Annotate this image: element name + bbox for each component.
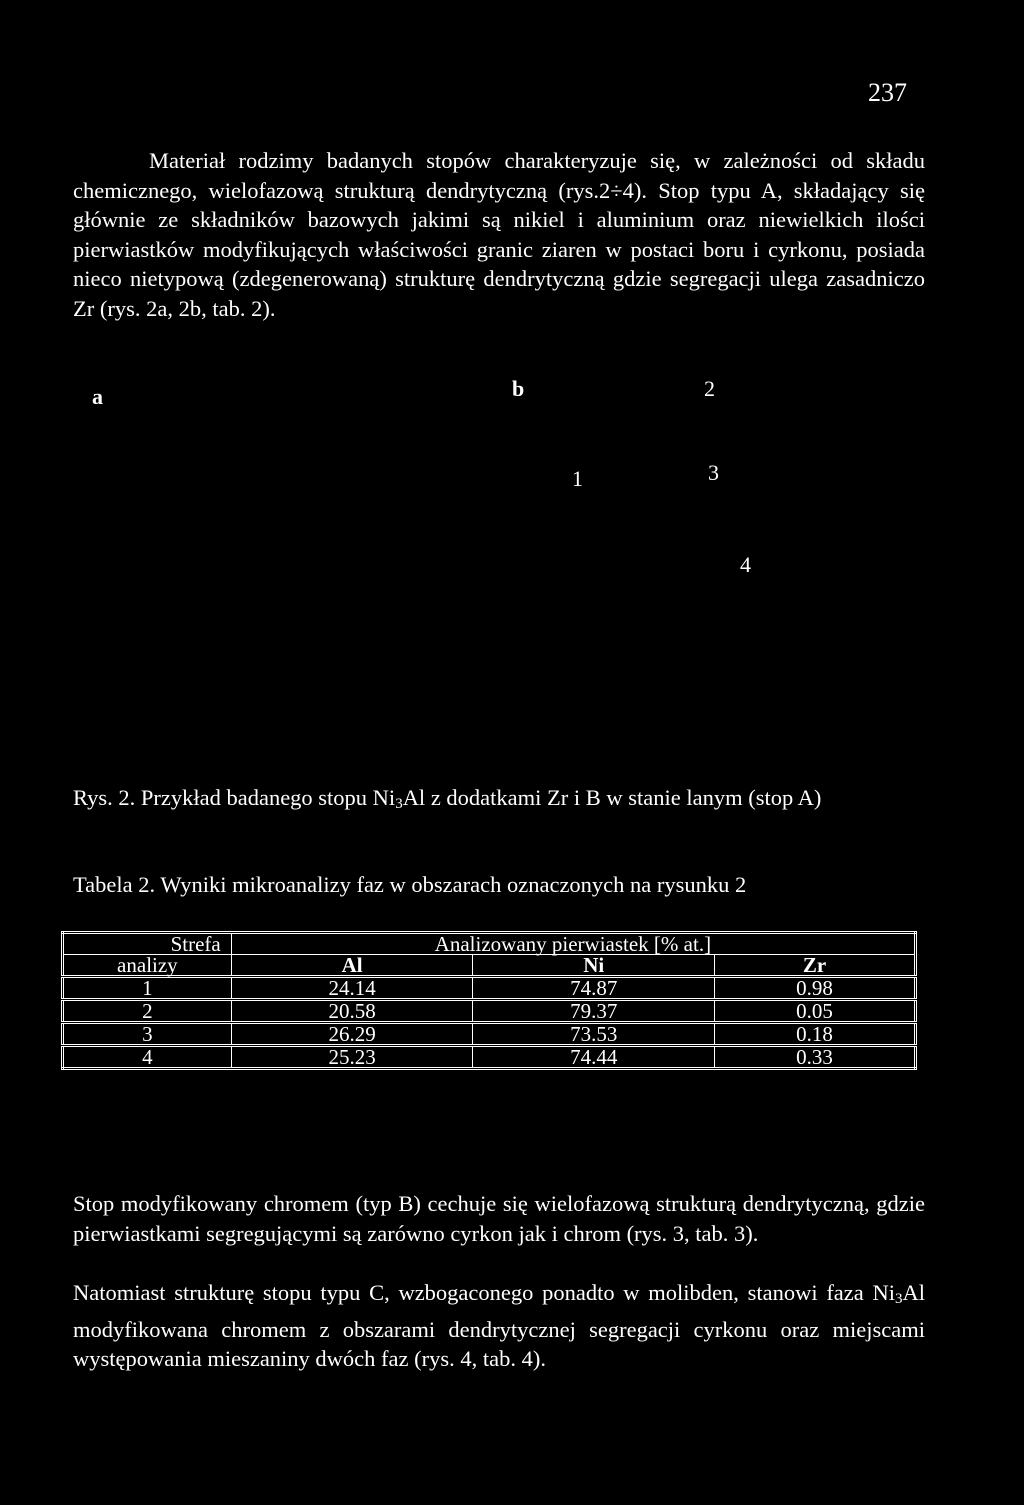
paragraph-type-b: Stop modyfikowany chromem (typ B) cechuje się wielofazową strukturą dendrytyczną, gdzie pierwiastkami segregującymi są zarówno cyrkon jak i chrom (rys. 3, tab. 3). bbox=[73, 1191, 925, 1246]
paragraph-intro-text: Materiał rodzimy badanych stopów charakteryzuje się, w zależności od składu chemicznego, wielofazową strukturą dendrytyczną (rys.2÷4). Stop typu A, składający się głównie ze składników bazowych jakimi są nikiel i aluminium oraz niewielkich ilości pierwiastków modyfikujących właściwości granic ziaren w postaci boru i cyrkonu, posiada nieco nietypową (zdegenerowaną) strukturę dendrytyczną gdzie segregacji ulega zasadniczo Zr (rys. 2a, 2b, tab. 2). bbox=[73, 148, 925, 321]
column-zr: Zr bbox=[715, 955, 916, 977]
figure-label-b: b bbox=[512, 376, 525, 401]
figure-marker-1: 1 bbox=[572, 466, 583, 491]
cell-al: 25.23 bbox=[231, 1046, 473, 1069]
figure-marker-2: 2 bbox=[704, 376, 715, 401]
header-zone: Strefa bbox=[63, 933, 232, 955]
cell-ni: 74.44 bbox=[473, 1046, 715, 1069]
table-title: Tabela 2. Wyniki mikroanalizy faz w obszarach oznaczonych na rysunku 2 bbox=[73, 872, 747, 897]
cell-al: 26.29 bbox=[231, 1023, 473, 1046]
table-row bbox=[63, 1023, 916, 1046]
page-number: 237 bbox=[868, 78, 907, 107]
figure-marker-4: 4 bbox=[740, 552, 751, 577]
cell-zr: 0.98 bbox=[715, 977, 916, 1000]
table-row bbox=[63, 1000, 916, 1023]
column-al: Al bbox=[231, 955, 473, 977]
cell-ni: 73.53 bbox=[473, 1023, 715, 1046]
figure-label-a: a bbox=[92, 384, 103, 409]
paragraph-intro bbox=[73, 146, 925, 323]
column-ni: Ni bbox=[473, 955, 715, 977]
table-header-row bbox=[63, 933, 916, 955]
paragraph-type-c: Natomiast strukturę stopu typu C, wzbogaconego ponadto w molibden, stanowi faza $Ni_3Al$ modyfikowana chromem z obszarami dendrytycznej segregacji cyrkonu oraz miejscami występowania mieszaniny dwóch faz (rys. 4, tab. 4). bbox=[73, 1280, 925, 1371]
cell-zone: 1 bbox=[63, 977, 232, 1000]
cell-al: 24.14 bbox=[231, 977, 473, 1000]
cell-ni: 74.87 bbox=[473, 977, 715, 1000]
cell-al: 20.58 bbox=[231, 1000, 473, 1023]
results-table bbox=[61, 931, 917, 1070]
table-row bbox=[63, 1046, 916, 1069]
header-analysis: analizy bbox=[63, 955, 232, 977]
cell-zr: 0.05 bbox=[715, 1000, 916, 1023]
cell-zr: 0.18 bbox=[715, 1023, 916, 1046]
table-row bbox=[63, 977, 916, 1000]
cell-zr: 0.33 bbox=[715, 1046, 916, 1069]
cell-ni: 79.37 bbox=[473, 1000, 715, 1023]
figure-caption: Rys. 2. Przykład badanego stopu $Ni_3Al$ z dodatkami Zr i B w stanie lanym (stop A) bbox=[73, 785, 822, 812]
figure-marker-3: 3 bbox=[708, 460, 719, 485]
cell-zone: 3 bbox=[63, 1023, 232, 1046]
header-element: Analizowany pierwiastek [% at.] bbox=[231, 933, 915, 955]
cell-zone: 4 bbox=[63, 1046, 232, 1069]
cell-zone: 2 bbox=[63, 1000, 232, 1023]
table-subheader-row bbox=[63, 955, 916, 977]
